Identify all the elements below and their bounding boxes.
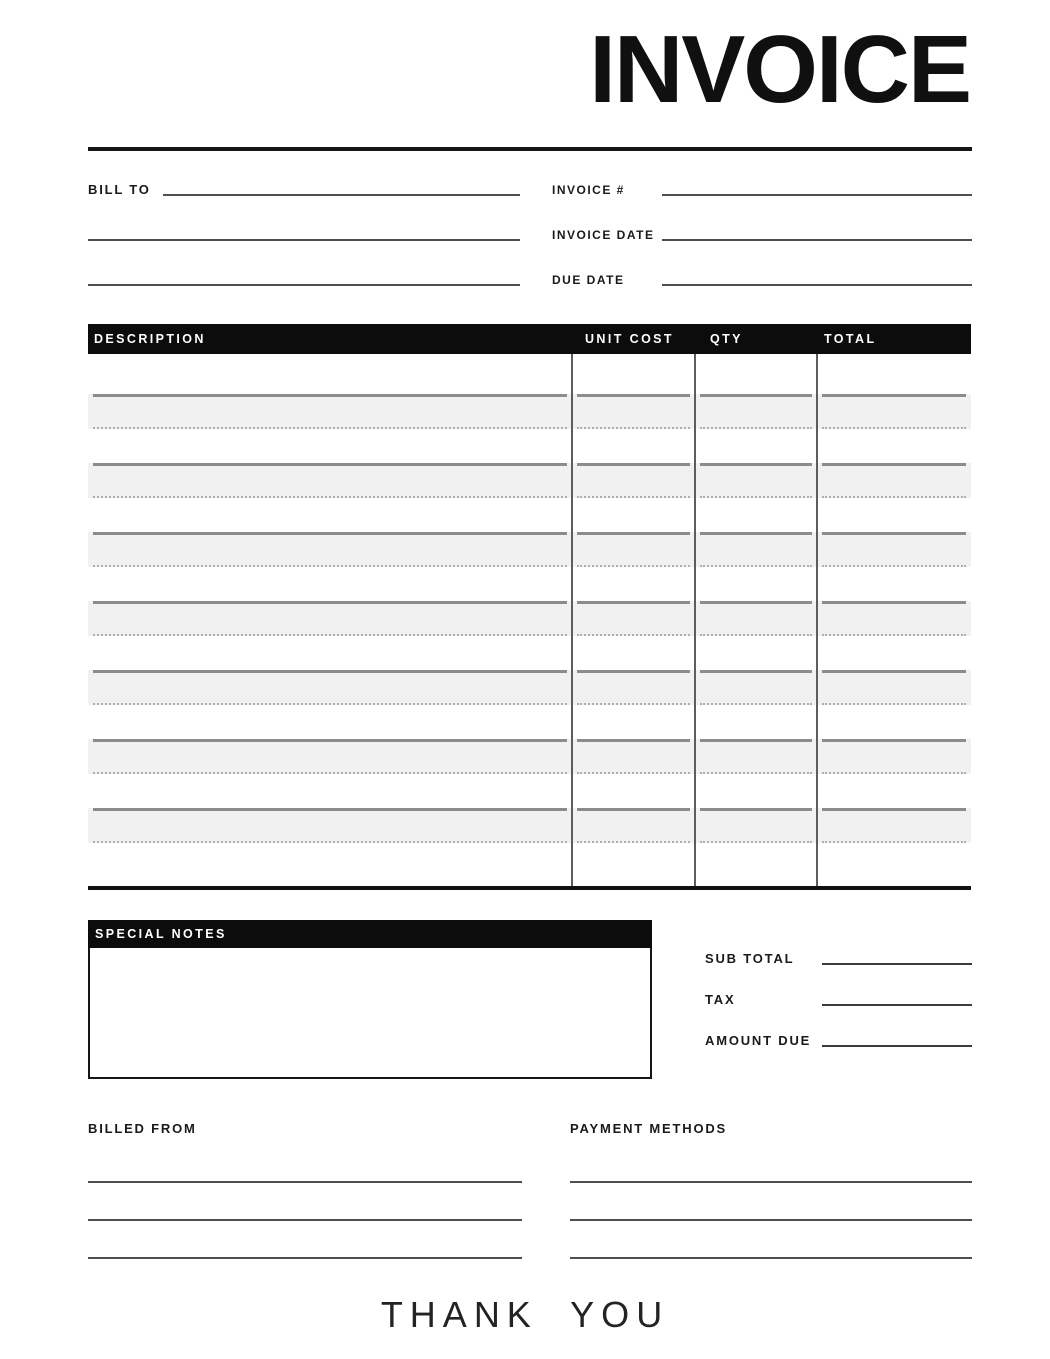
table-cell-unit-cost[interactable] [577, 808, 690, 843]
billto-address-field-2 [88, 284, 520, 286]
due-date-label: DUE DATE [552, 273, 625, 287]
column-header-total: TOTAL [824, 332, 877, 346]
table-cell-unit-cost[interactable] [577, 463, 690, 498]
amount-due-field [705, 1006, 972, 1047]
billto-input-line-2[interactable] [88, 239, 520, 241]
table-cell-qty[interactable] [700, 601, 812, 636]
table-cell-description[interactable] [93, 394, 567, 429]
table-cell-description[interactable] [93, 532, 567, 567]
due-date-input-line[interactable] [662, 284, 972, 286]
items-table-body [88, 354, 971, 843]
due-date-field [552, 274, 972, 286]
column-divider [694, 354, 696, 886]
table-cell-total[interactable] [822, 601, 966, 636]
billed-from-input-line[interactable] [88, 1145, 522, 1183]
tax-field [705, 965, 972, 1006]
table-cell-description[interactable] [93, 670, 567, 705]
table-cell-unit-cost[interactable] [577, 394, 690, 429]
payment-methods-section [570, 1122, 972, 1259]
invoice-date-label: INVOICE DATE [552, 228, 655, 242]
subtotal-label: SUB TOTAL [705, 951, 795, 966]
table-row [88, 394, 971, 429]
column-header-unit-cost: UNIT COST [585, 332, 674, 346]
invoice-number-input-line[interactable] [662, 194, 972, 196]
billto-input-line[interactable] [163, 194, 520, 196]
table-row [88, 601, 971, 636]
table-cell-qty[interactable] [700, 808, 812, 843]
amount-due-input-line[interactable] [822, 1045, 972, 1047]
billto-row-3 [88, 241, 972, 286]
billed-from-input-line[interactable] [88, 1221, 522, 1259]
table-cell-total[interactable] [822, 463, 966, 498]
table-cell-qty[interactable] [700, 532, 812, 567]
table-row-space [88, 636, 971, 670]
table-row-space [88, 429, 971, 463]
table-cell-description[interactable] [93, 463, 567, 498]
table-row-space [88, 843, 971, 886]
table-cell-qty[interactable] [700, 463, 812, 498]
special-notes-header [88, 920, 652, 948]
table-row [88, 670, 971, 705]
billto-row-2 [88, 196, 972, 241]
billto-input-line-3[interactable] [88, 284, 520, 286]
table-row-space [88, 705, 971, 739]
subtotal-field [705, 924, 972, 965]
tax-label: TAX [705, 992, 736, 1007]
table-row [88, 532, 971, 567]
table-cell-total[interactable] [822, 739, 966, 774]
table-cell-total[interactable] [822, 670, 966, 705]
column-divider [571, 354, 573, 886]
column-header-qty: QTY [710, 332, 743, 346]
thank-you-text: THANK YOU [380, 1294, 670, 1335]
invoice-number-field [552, 184, 972, 196]
billto-label: BILL TO [88, 182, 151, 197]
table-cell-description[interactable] [93, 739, 567, 774]
table-cell-unit-cost[interactable] [577, 601, 690, 636]
column-header-description: DESCRIPTION [94, 332, 206, 346]
table-cell-description[interactable] [93, 601, 567, 636]
billto-field [88, 183, 520, 196]
table-row-space [88, 567, 971, 601]
invoice-number-label: INVOICE # [552, 183, 625, 197]
table-row [88, 463, 971, 498]
totals-section [705, 924, 972, 1047]
table-row-space [88, 774, 971, 808]
table-cell-unit-cost[interactable] [577, 532, 690, 567]
billto-section [88, 151, 972, 286]
table-row-space [88, 498, 971, 532]
table-cell-unit-cost[interactable] [577, 739, 690, 774]
billto-address-field [88, 239, 520, 241]
payment-methods-input-line[interactable] [570, 1145, 972, 1183]
table-cell-qty[interactable] [700, 739, 812, 774]
table-cell-total[interactable] [822, 808, 966, 843]
billto-row-1 [88, 151, 972, 196]
items-table-header [88, 324, 971, 354]
billed-from-section [88, 1122, 522, 1259]
payment-methods-label: PAYMENT METHODS [570, 1121, 728, 1136]
amount-due-label: AMOUNT DUE [705, 1033, 812, 1048]
special-notes-label: SPECIAL NOTES [95, 927, 227, 941]
invoice-date-field [552, 229, 972, 241]
page-title: INVOICE [589, 16, 970, 123]
billed-from-label: BILLED FROM [88, 1121, 197, 1136]
table-cell-qty[interactable] [700, 394, 812, 429]
items-table [88, 324, 971, 890]
footer-fields-section [88, 1122, 972, 1259]
table-cell-total[interactable] [822, 394, 966, 429]
tax-input-line[interactable] [822, 1004, 972, 1006]
invoice-date-input-line[interactable] [662, 239, 972, 241]
special-notes-input-area[interactable] [88, 948, 652, 1079]
table-bottom-rule [88, 886, 971, 890]
payment-methods-input-line[interactable] [570, 1183, 972, 1221]
subtotal-input-line[interactable] [822, 963, 972, 965]
table-row [88, 739, 971, 774]
payment-methods-input-line[interactable] [570, 1221, 972, 1259]
billed-from-input-line[interactable] [88, 1183, 522, 1221]
table-row-space [88, 354, 971, 394]
table-cell-description[interactable] [93, 808, 567, 843]
table-cell-unit-cost[interactable] [577, 670, 690, 705]
table-row [88, 808, 971, 843]
column-divider [816, 354, 818, 886]
table-cell-total[interactable] [822, 532, 966, 567]
table-cell-qty[interactable] [700, 670, 812, 705]
